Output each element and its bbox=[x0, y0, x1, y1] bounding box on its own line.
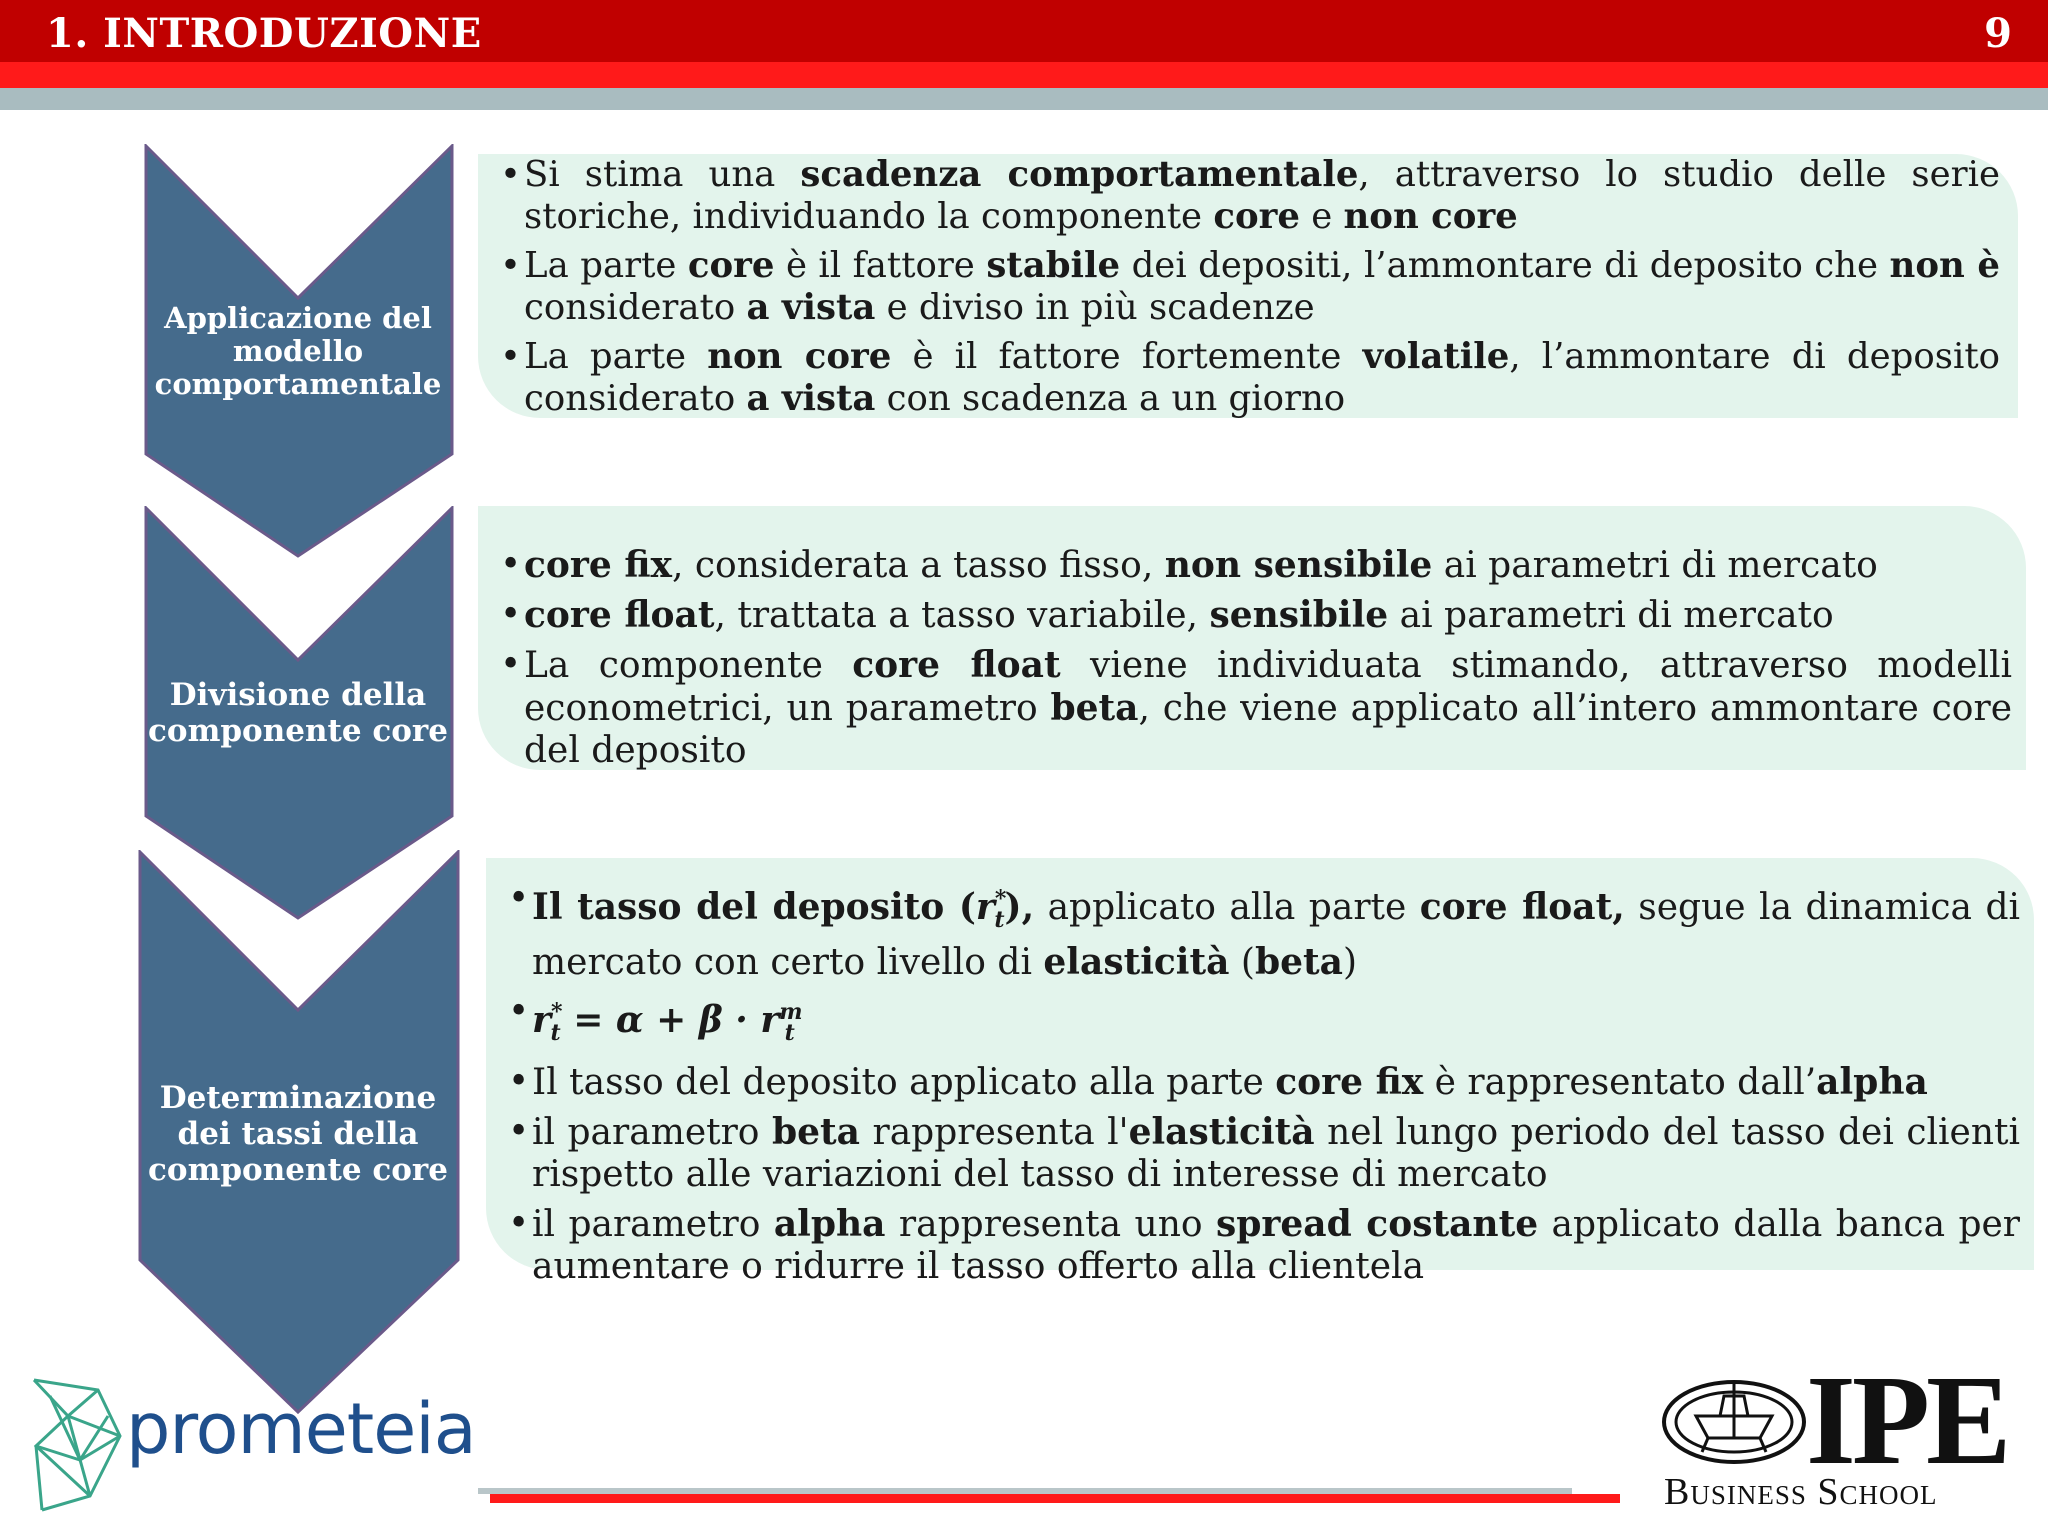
step-label-1: Applicazione del modello comportamentale bbox=[154, 301, 442, 401]
bullet-2-2: • core float, trattata a tasso variabile, sensibile ai parametri di mercato bbox=[500, 594, 2012, 637]
header-gray-stripe bbox=[0, 88, 2048, 110]
bullet-3-5: • il parametro alpha rappresenta uno spread costante applicato dalla banca per aumentare o ridurre il tasso offerto alla clientela bbox=[508, 1203, 2020, 1288]
bullet-2-3: • La componente core float viene individuata stimando, attraverso modelli econometrici, un parametro beta, che viene applicato all’intero ammontare core del deposito bbox=[500, 644, 2012, 772]
content-box-1 bbox=[478, 154, 2018, 418]
step-label-2: Divisione della componente core bbox=[148, 677, 448, 749]
bullet-1-2: • La parte core è il fattore stabile dei depositi, l’ammontare di deposito che non è considerato a vista e diviso in più scadenze bbox=[500, 245, 2000, 329]
bullet-3-3: • Il tasso del deposito applicato alla parte core fix è rappresentato dall’alpha bbox=[508, 1061, 2020, 1104]
slide-title: 1. INTRODUZIONE bbox=[46, 10, 482, 57]
business-school-text: Business School bbox=[1664, 1471, 1938, 1513]
ipe-logo-text: IPE bbox=[1806, 1349, 2008, 1491]
formula-bullet bbox=[508, 991, 2020, 1054]
bullet-3-4: • il parametro beta rappresenta l'elasticità nel lungo periodo del tasso dei clienti rispetto alle variazioni del tasso di interesse di mercato bbox=[508, 1111, 2020, 1196]
bullet-1-1: • Si stima una scadenza comportamentale, attraverso lo studio delle serie storiche, individuando la componente core e non core bbox=[500, 154, 2000, 238]
rate-formula: $r^*_t = \alpha + \beta \cdot r^m_t$ bbox=[532, 999, 803, 1047]
bullet-1-3: • La parte non core è il fattore fortemente volatile, l’ammontare di deposito considerato a vista con scadenza a un giorno bbox=[500, 336, 2000, 420]
content-box-2 bbox=[478, 506, 2026, 770]
prometeia-logo-text: prometeia bbox=[126, 1388, 476, 1470]
header-red-stripe bbox=[0, 62, 2048, 88]
bullet-2-1: • core fix, considerata a tasso fisso, non sensibile ai parametri di mercato bbox=[500, 544, 2012, 587]
prometeia-logo-icon bbox=[28, 1376, 124, 1514]
footer-red-line bbox=[490, 1494, 1620, 1503]
page-number: 9 bbox=[1984, 10, 2012, 57]
step-label-3: Determinazione dei tassi della componente core bbox=[148, 1080, 448, 1188]
content-box-3 bbox=[486, 858, 2034, 1288]
bullet-3-1: • Il tasso del deposito $(r^*_t)$, applicato alla parte core float, segue la dinamica di mercato con certo livello di elasticità (beta) bbox=[508, 878, 2020, 984]
ipe-emblem-icon bbox=[1660, 1376, 1808, 1468]
